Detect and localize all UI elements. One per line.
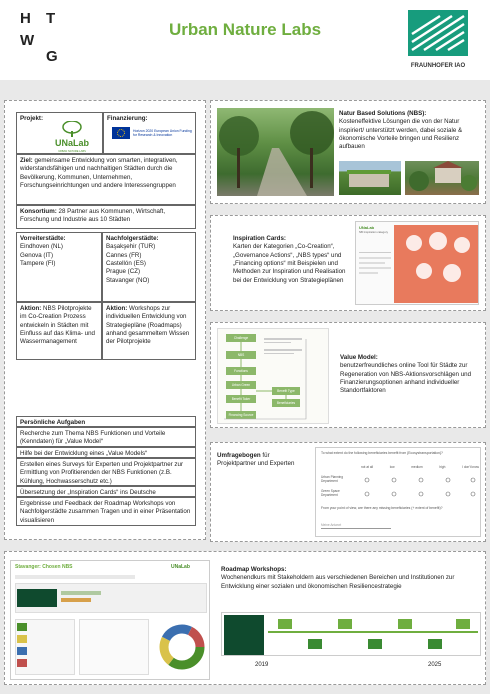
projekt-cell — [16, 112, 103, 154]
nbs-label: Natur Based Solutions (NBS): — [339, 110, 427, 117]
vm-box: Functions — [226, 367, 256, 375]
aufgabe-row — [16, 486, 196, 497]
vm-box: Beneficiaries — [272, 399, 300, 407]
timeline-markers-icon — [268, 617, 478, 653]
nachfolger-city: Başakşehir (TUR) — [106, 243, 156, 251]
htw-letter-t: T — [46, 10, 56, 27]
roadmap-slide-image — [10, 560, 210, 680]
park-photo — [217, 108, 334, 196]
aufgabe-text: Recherche zum Thema NBS Funktionen und Vorteile (Kenndaten) für „Value Model“ — [20, 430, 166, 446]
nachfolger-city: Prague (CZ) — [106, 268, 141, 276]
value-model-description — [340, 354, 480, 396]
vm-box: Challenge — [226, 334, 256, 342]
survey-question-2: From your point of view, are there any missing beneficiaries (+ extent of benefit)? — [321, 506, 443, 510]
unalab-wordmark: UNaLab — [54, 138, 89, 149]
ziel-label: Ziel: — [20, 157, 33, 164]
nachfolger-city: Cannes (FR) — [106, 251, 142, 259]
htw-letter-h: H — [20, 10, 31, 27]
radio-grid-icon[interactable] — [361, 476, 479, 502]
fraunhofer-label: FRAUNHOFER IAO — [410, 63, 466, 69]
roadmap-timeline-image — [221, 612, 481, 656]
konsortium-text: 28 Partner aus Kommunen, Wirtschaft, Forschung und Industrie aus 10 Städten — [20, 208, 166, 224]
finanzierung-cell — [103, 112, 196, 154]
slide-title: Stavanger: Chosen NBS — [15, 564, 73, 570]
aktion-cell-1 — [16, 302, 102, 360]
aktion-cell-2 — [102, 302, 196, 360]
survey-answer-input[interactable]: Meine Antwort — [321, 524, 391, 529]
survey-column: high — [439, 465, 446, 469]
vorreiter-cell — [16, 232, 102, 302]
aufgaben-title-cell — [16, 416, 196, 427]
aufgabe-text: Ergebnisse und Feedback der Roadmap Workshops von Nachfolgerstädte zusammen Tragen und in einer Präsentation visualisieren — [20, 500, 191, 524]
aktion-label-1: Aktion: — [20, 305, 42, 312]
header — [0, 0, 490, 80]
aktion-label-2: Aktion: — [106, 305, 128, 312]
vm-box: Urban Green — [226, 381, 256, 389]
inspiration-card-image — [355, 221, 479, 305]
survey-form-image — [315, 447, 481, 537]
survey-label: Umfragebogen — [217, 452, 261, 459]
konsortium-label: Konsortium: — [20, 208, 57, 215]
roadmap-description — [221, 566, 479, 591]
vorreiter-label: Vorreiterstädte: — [20, 235, 66, 242]
aufgabe-row — [16, 458, 196, 486]
inspiration-description — [233, 235, 353, 285]
unalab-logo — [47, 121, 97, 153]
survey-column: medium — [411, 465, 423, 469]
nbs-description — [339, 110, 479, 152]
vorreiter-city: Tampere (FI) — [20, 260, 56, 268]
value-model-text: benutzerfreundliches online Tool für Städte zur Regeneration von NBS-Aktionsvorschlägen und Finanzierungsoptionen anhand individueller Standortfaktoren — [340, 362, 472, 395]
nachfolger-city: Stavanger (NO) — [106, 276, 150, 284]
fraunhofer-mark-icon — [408, 10, 468, 56]
aktion-text-1: NBS Pilotprojekte im Co-Creation Prozess entwickeln in Städten mit Einfluss auf das Klima- und Wassermanagement — [20, 305, 95, 346]
htw-letter-g: G — [46, 48, 58, 65]
green-roof-photo — [339, 161, 401, 195]
aufgabe-text: Hilfe bei der Entwicklung eines „Value Models“ — [20, 450, 148, 457]
nachfolger-cell — [102, 232, 196, 302]
aufgaben-title: Persönliche Aufgaben — [20, 419, 86, 426]
ziel-text: gemeinsame Entwicklung von smarten, integrativen, widerstandsfähigen und nachhaltigen Städten durch die Bevölkerung, Kommunen, Unternehmen, Forschungseinrichtungen und andere Interessengruppen — [20, 157, 178, 190]
garden-photo — [405, 161, 479, 195]
aufgabe-text: Erstellen eines Surveys für Experten und Projektpartner zur Ermittlung von Profitierenden der NBS Funktionen (z.B. Kühlung, Hochwasserschutz etc.) — [20, 461, 184, 485]
survey-row-label: Green Space Department — [321, 489, 340, 497]
survey-description — [217, 452, 309, 469]
nachfolger-city: Castellón (ES) — [106, 260, 146, 268]
vorreiter-city: Genova (IT) — [20, 251, 54, 259]
survey-text: für Projektpartner und Experten — [217, 452, 295, 468]
aufgabe-row — [16, 447, 196, 458]
value-model-diagram — [217, 328, 329, 424]
nachfolger-label: Nachfolgerstädte: — [106, 235, 159, 242]
vm-box: Benefit Taker — [226, 395, 256, 403]
vm-box: Benefit Type — [272, 387, 300, 395]
survey-question: To what extent do the following beneficiaries benefit from {Ecosystransportation}? — [321, 451, 443, 455]
inspiration-text: Karten der Kategorien „Co-Creation“, „Governance Actions“, „NBS types“ und „Financing options“ mit Beispielen und Methoden zur Inspiration und Realisation bei der Entwicklung von Strategieplänen — [233, 243, 346, 284]
aufgabe-row — [16, 497, 196, 526]
year-end: 2025 — [428, 662, 442, 668]
donut-chart-icon — [156, 619, 208, 675]
vorreiter-city: Eindhoven (NL) — [20, 243, 63, 251]
roadmap-text: Wochenendkurs mit Stakeholdern aus verschiedenen Bereichen und Institutionen zur Entwicklung einer sozialen und ökonomischen Resiliencestrategie — [221, 574, 455, 590]
fraunhofer-logo — [408, 10, 468, 68]
survey-row-label: Urban Planning Department — [321, 475, 343, 483]
card-brand: UNaLab — [359, 225, 375, 230]
ziel-cell — [16, 154, 196, 205]
card-color-block — [394, 225, 478, 303]
vm-box: NBS — [226, 351, 256, 359]
roadmap-label: Roadmap Workshops: — [221, 566, 287, 573]
survey-column: I don't know — [462, 465, 479, 469]
nbs-text: Kosteneffektive Lösungen die von der Natur inspiriert/ unterstützt werden, dabei soziale & ökonomische Vorteile bringen und Resilienz aufbauen — [339, 118, 463, 151]
survey-column: low — [389, 465, 395, 469]
aufgabe-text: Übersetzung der „Inspiration Cards“ ins Deutsche — [20, 489, 156, 496]
year-start: 2019 — [255, 662, 269, 668]
green-roof-icon — [339, 161, 401, 195]
value-model-label: Value Model: — [340, 354, 378, 361]
vm-box: Financing Source — [226, 411, 256, 419]
card-circles-icon — [394, 225, 478, 303]
aufgabe-row — [16, 427, 196, 447]
inspiration-label: Inspiration Cards: — [233, 235, 286, 242]
tree-lined-path-icon — [217, 108, 334, 196]
slide-brand: UNaLab — [171, 564, 190, 570]
card-title: NB Inspiration category — [359, 230, 389, 234]
eu-flag-icon — [112, 127, 130, 139]
finanzierung-label: Finanzierung: — [107, 115, 148, 122]
page-title: Urban Nature Labs — [168, 20, 322, 39]
konsortium-cell — [16, 205, 196, 229]
survey-column: not at all — [361, 465, 374, 469]
aktion-text-2: Workshops zur individuellen Entwicklung von Strategiepläne (Roadmaps) anhand gesammeltem Wissen der Pilotprojekte — [106, 305, 190, 346]
projekt-label: Projekt: — [20, 115, 44, 122]
house-garden-icon — [405, 161, 479, 195]
tree-icon — [61, 121, 83, 137]
eu-funding-text: Horizon 2020 European Union Funding for Research & Innovation — [133, 128, 192, 137]
unalab-sub: URBAN NATURE LABS — [58, 149, 86, 153]
htw-letter-w: W — [20, 32, 35, 49]
